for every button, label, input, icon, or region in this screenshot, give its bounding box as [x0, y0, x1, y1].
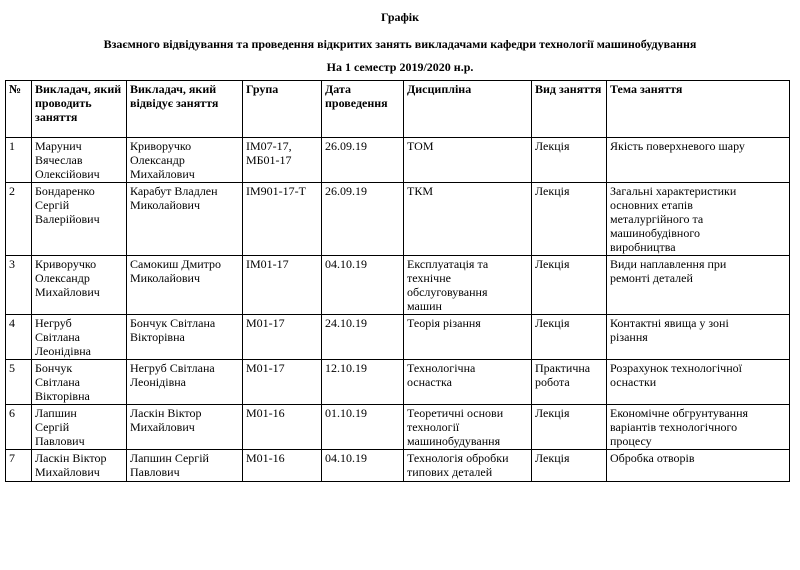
- table-row: [6, 183, 790, 256]
- cell-topic: Розрахунок технологічної оснастки: [607, 360, 790, 405]
- cell-number: 5: [6, 360, 32, 405]
- cell-lesson-type: Практична робота: [532, 360, 607, 405]
- cell-topic: Обробка отворів: [607, 450, 790, 482]
- schedule-table: [5, 80, 790, 482]
- table-row: [6, 315, 790, 360]
- cell-number: 7: [6, 450, 32, 482]
- cell-discipline: ТКМ: [404, 183, 532, 256]
- header-lesson-type: Вид заняття: [532, 81, 607, 138]
- document-period: На 1 семестр 2019/2020 н.р.: [326, 60, 474, 74]
- cell-number: 6: [6, 405, 32, 450]
- cell-number: 1: [6, 138, 32, 183]
- table-row: [6, 450, 790, 482]
- cell-discipline: Технологія обробки типових деталей: [404, 450, 532, 482]
- cell-teacher-conducting: Криворучко Олександр Михайлович: [32, 256, 127, 315]
- cell-teacher-conducting: Лапшин Сергій Павлович: [32, 405, 127, 450]
- cell-lesson-type: Лекція: [532, 183, 607, 256]
- cell-date: 01.10.19: [322, 405, 404, 450]
- header-topic: Тема заняття: [607, 81, 790, 138]
- cell-date: 04.10.19: [322, 450, 404, 482]
- table-header-row: [6, 81, 790, 138]
- cell-teacher-visiting: Ласкін Віктор Михайлович: [127, 405, 243, 450]
- table-row: [6, 256, 790, 315]
- cell-topic: Загальні характеристики основних етапів металургійного та машинобудівного виробництва: [607, 183, 790, 256]
- cell-teacher-visiting: Бончук Світлана Вікторівна: [127, 315, 243, 360]
- header-discipline: Дисципліна: [404, 81, 532, 138]
- cell-teacher-conducting: Негруб Світлана Леонідівна: [32, 315, 127, 360]
- cell-group: М01-16: [243, 450, 322, 482]
- header-teacher-conducting: Викладач, який проводить заняття: [32, 81, 127, 138]
- cell-discipline: Теоретичні основи технології машинобудування: [404, 405, 532, 450]
- cell-number: 2: [6, 183, 32, 256]
- table-row: [6, 360, 790, 405]
- header-date: Дата проведення: [322, 81, 404, 138]
- table-row: [6, 405, 790, 450]
- cell-teacher-visiting: Криворучко Олександр Михайлович: [127, 138, 243, 183]
- cell-lesson-type: Лекція: [532, 315, 607, 360]
- header-number: №: [6, 81, 32, 138]
- cell-date: 26.09.19: [322, 183, 404, 256]
- cell-teacher-conducting: Бондаренко Сергій Валерійович: [32, 183, 127, 256]
- cell-discipline: Теорія різання: [404, 315, 532, 360]
- cell-group: ІМ07-17, МБ01-17: [243, 138, 322, 183]
- cell-topic: Контактні явища у зоні різання: [607, 315, 790, 360]
- cell-date: 04.10.19: [322, 256, 404, 315]
- cell-group: М01-17: [243, 360, 322, 405]
- cell-number: 3: [6, 256, 32, 315]
- cell-teacher-visiting: Карабут Владлен Миколайович: [127, 183, 243, 256]
- document-subtitle: Взаємного відвідування та проведення відкритих занять викладачами кафедри технології машинобудування: [103, 37, 697, 51]
- cell-topic: Економічне обгрунтування варіантів технологічного процесу: [607, 405, 790, 450]
- cell-date: 24.10.19: [322, 315, 404, 360]
- cell-group: ІМ01-17: [243, 256, 322, 315]
- cell-teacher-conducting: Марунич Вячеслав Олексійович: [32, 138, 127, 183]
- cell-teacher-visiting: Самокиш Дмитро Миколайович: [127, 256, 243, 315]
- cell-lesson-type: Лекція: [532, 256, 607, 315]
- cell-teacher-visiting: Негруб Світлана Леонідівна: [127, 360, 243, 405]
- table-row: [6, 138, 790, 183]
- cell-date: 12.10.19: [322, 360, 404, 405]
- cell-group: М01-17: [243, 315, 322, 360]
- document-title: Графік: [380, 10, 420, 24]
- cell-discipline: Технологічна оснастка: [404, 360, 532, 405]
- cell-discipline: ТОМ: [404, 138, 532, 183]
- cell-topic: Види наплавлення при ремонті деталей: [607, 256, 790, 315]
- cell-lesson-type: Лекція: [532, 138, 607, 183]
- cell-group: ІМ901-17-Т: [243, 183, 322, 256]
- cell-group: М01-16: [243, 405, 322, 450]
- cell-teacher-visiting: Лапшин Сергій Павлович: [127, 450, 243, 482]
- cell-date: 26.09.19: [322, 138, 404, 183]
- header-teacher-visiting: Викладач, який відвідує заняття: [127, 81, 243, 138]
- cell-lesson-type: Лекція: [532, 450, 607, 482]
- cell-teacher-conducting: Бончук Світлана Вікторівна: [32, 360, 127, 405]
- cell-discipline: Експлуатація та технічне обслуговування машин: [404, 256, 532, 315]
- cell-topic: Якість поверхневого шару: [607, 138, 790, 183]
- cell-teacher-conducting: Ласкін Віктор Михайлович: [32, 450, 127, 482]
- cell-lesson-type: Лекція: [532, 405, 607, 450]
- cell-number: 4: [6, 315, 32, 360]
- header-group: Група: [243, 81, 322, 138]
